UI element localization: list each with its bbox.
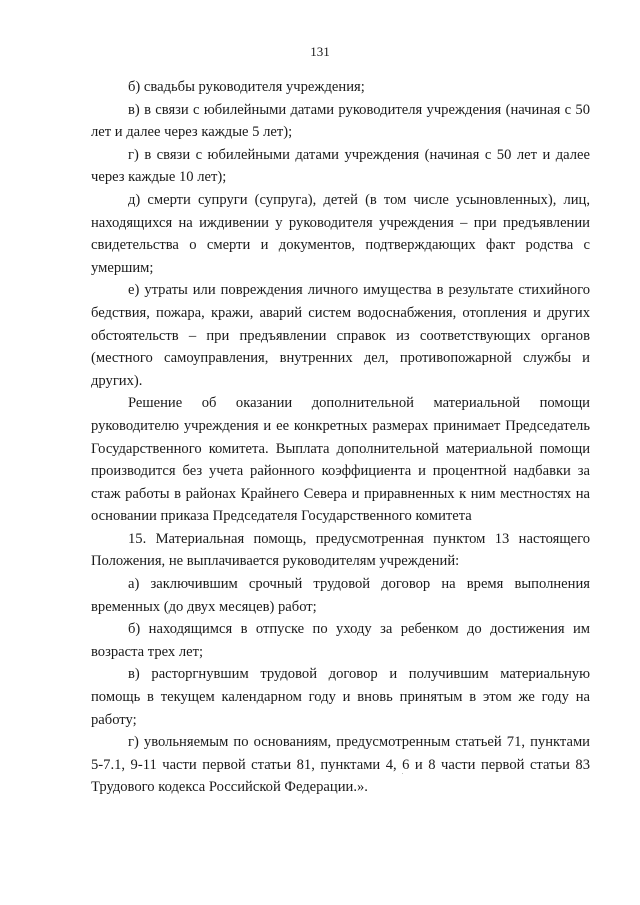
paragraph-director-jubilee: в) в связи с юбилейными датами руководителя учреждения (начиная с 50 лет и далее через каждые 5 лет);: [91, 101, 590, 141]
paragraph-death: д) смерти супруги (супруга), детей (в том числе усыновленных), лиц, находящихся на иждивении у руководителя учреждения – при предъявлении свидетельства о смерти и документов, подтверждающих факт родства с умершим;: [91, 191, 590, 276]
paragraph-parental-leave: б) находящимся в отпуске по уходу за ребенком до достижения им возраста трех лет;: [91, 621, 590, 660]
paragraph-dismissed: г) увольняемым по основаниям, предусмотренным статьей 71, пунктами 5-7.1, 9-11 части первой статьи 81, пунктами 4, 6 и 8 части первой статьи 83 Трудового кодекса Российской Федерации.».: [91, 734, 590, 796]
paragraph-section-15: 15. Материальная помощь, предусмотренная пунктом 13 настоящего Положения, не выплачивается руководителям учреждений:: [91, 530, 590, 570]
paragraph-terminated: в) расторгнувшим трудовой договор и получившим материальную помощь в текущем календарном году и вновь принятым в этом же году на работу;: [91, 666, 590, 728]
paragraph-fixed-term: а) заключившим срочный трудовой договор на время выполнения временных (до двух месяцев) работ;: [91, 576, 590, 615]
paragraph-wedding: б) свадьбы руководителя учреждения;: [128, 79, 365, 95]
paragraph-institution-jubilee: г) в связи с юбилейными датами учреждения (начиная с 50 лет и далее через каждые 10 лет);: [91, 146, 590, 186]
document-body: [91, 76, 590, 799]
page-number: 131: [310, 44, 330, 59]
paragraph-decision: Решение об оказании дополнительной материальной помощи руководителю учреждения и ее конкретных размерах принимает Председатель Государственного комитета. Выплата дополнительной материальной помощи производится без учета районного коэффициента и процентной надбавки за стаж работы в районах Крайнего Севера и приравненных к ним местностях на основании приказа Председателя Государственного комитета: [91, 395, 590, 525]
paragraph-property-loss: е) утраты или повреждения личного имущества в результате стихийного бедствия, пожара, кражи, аварий систем водоснабжения, отопления и других обстоятельств – при предъявлении справок из соответствующих органов (местного самоуправления, внутренних дел, противопожарной службы и других).: [91, 282, 590, 389]
scan-speck: [402, 773, 403, 774]
